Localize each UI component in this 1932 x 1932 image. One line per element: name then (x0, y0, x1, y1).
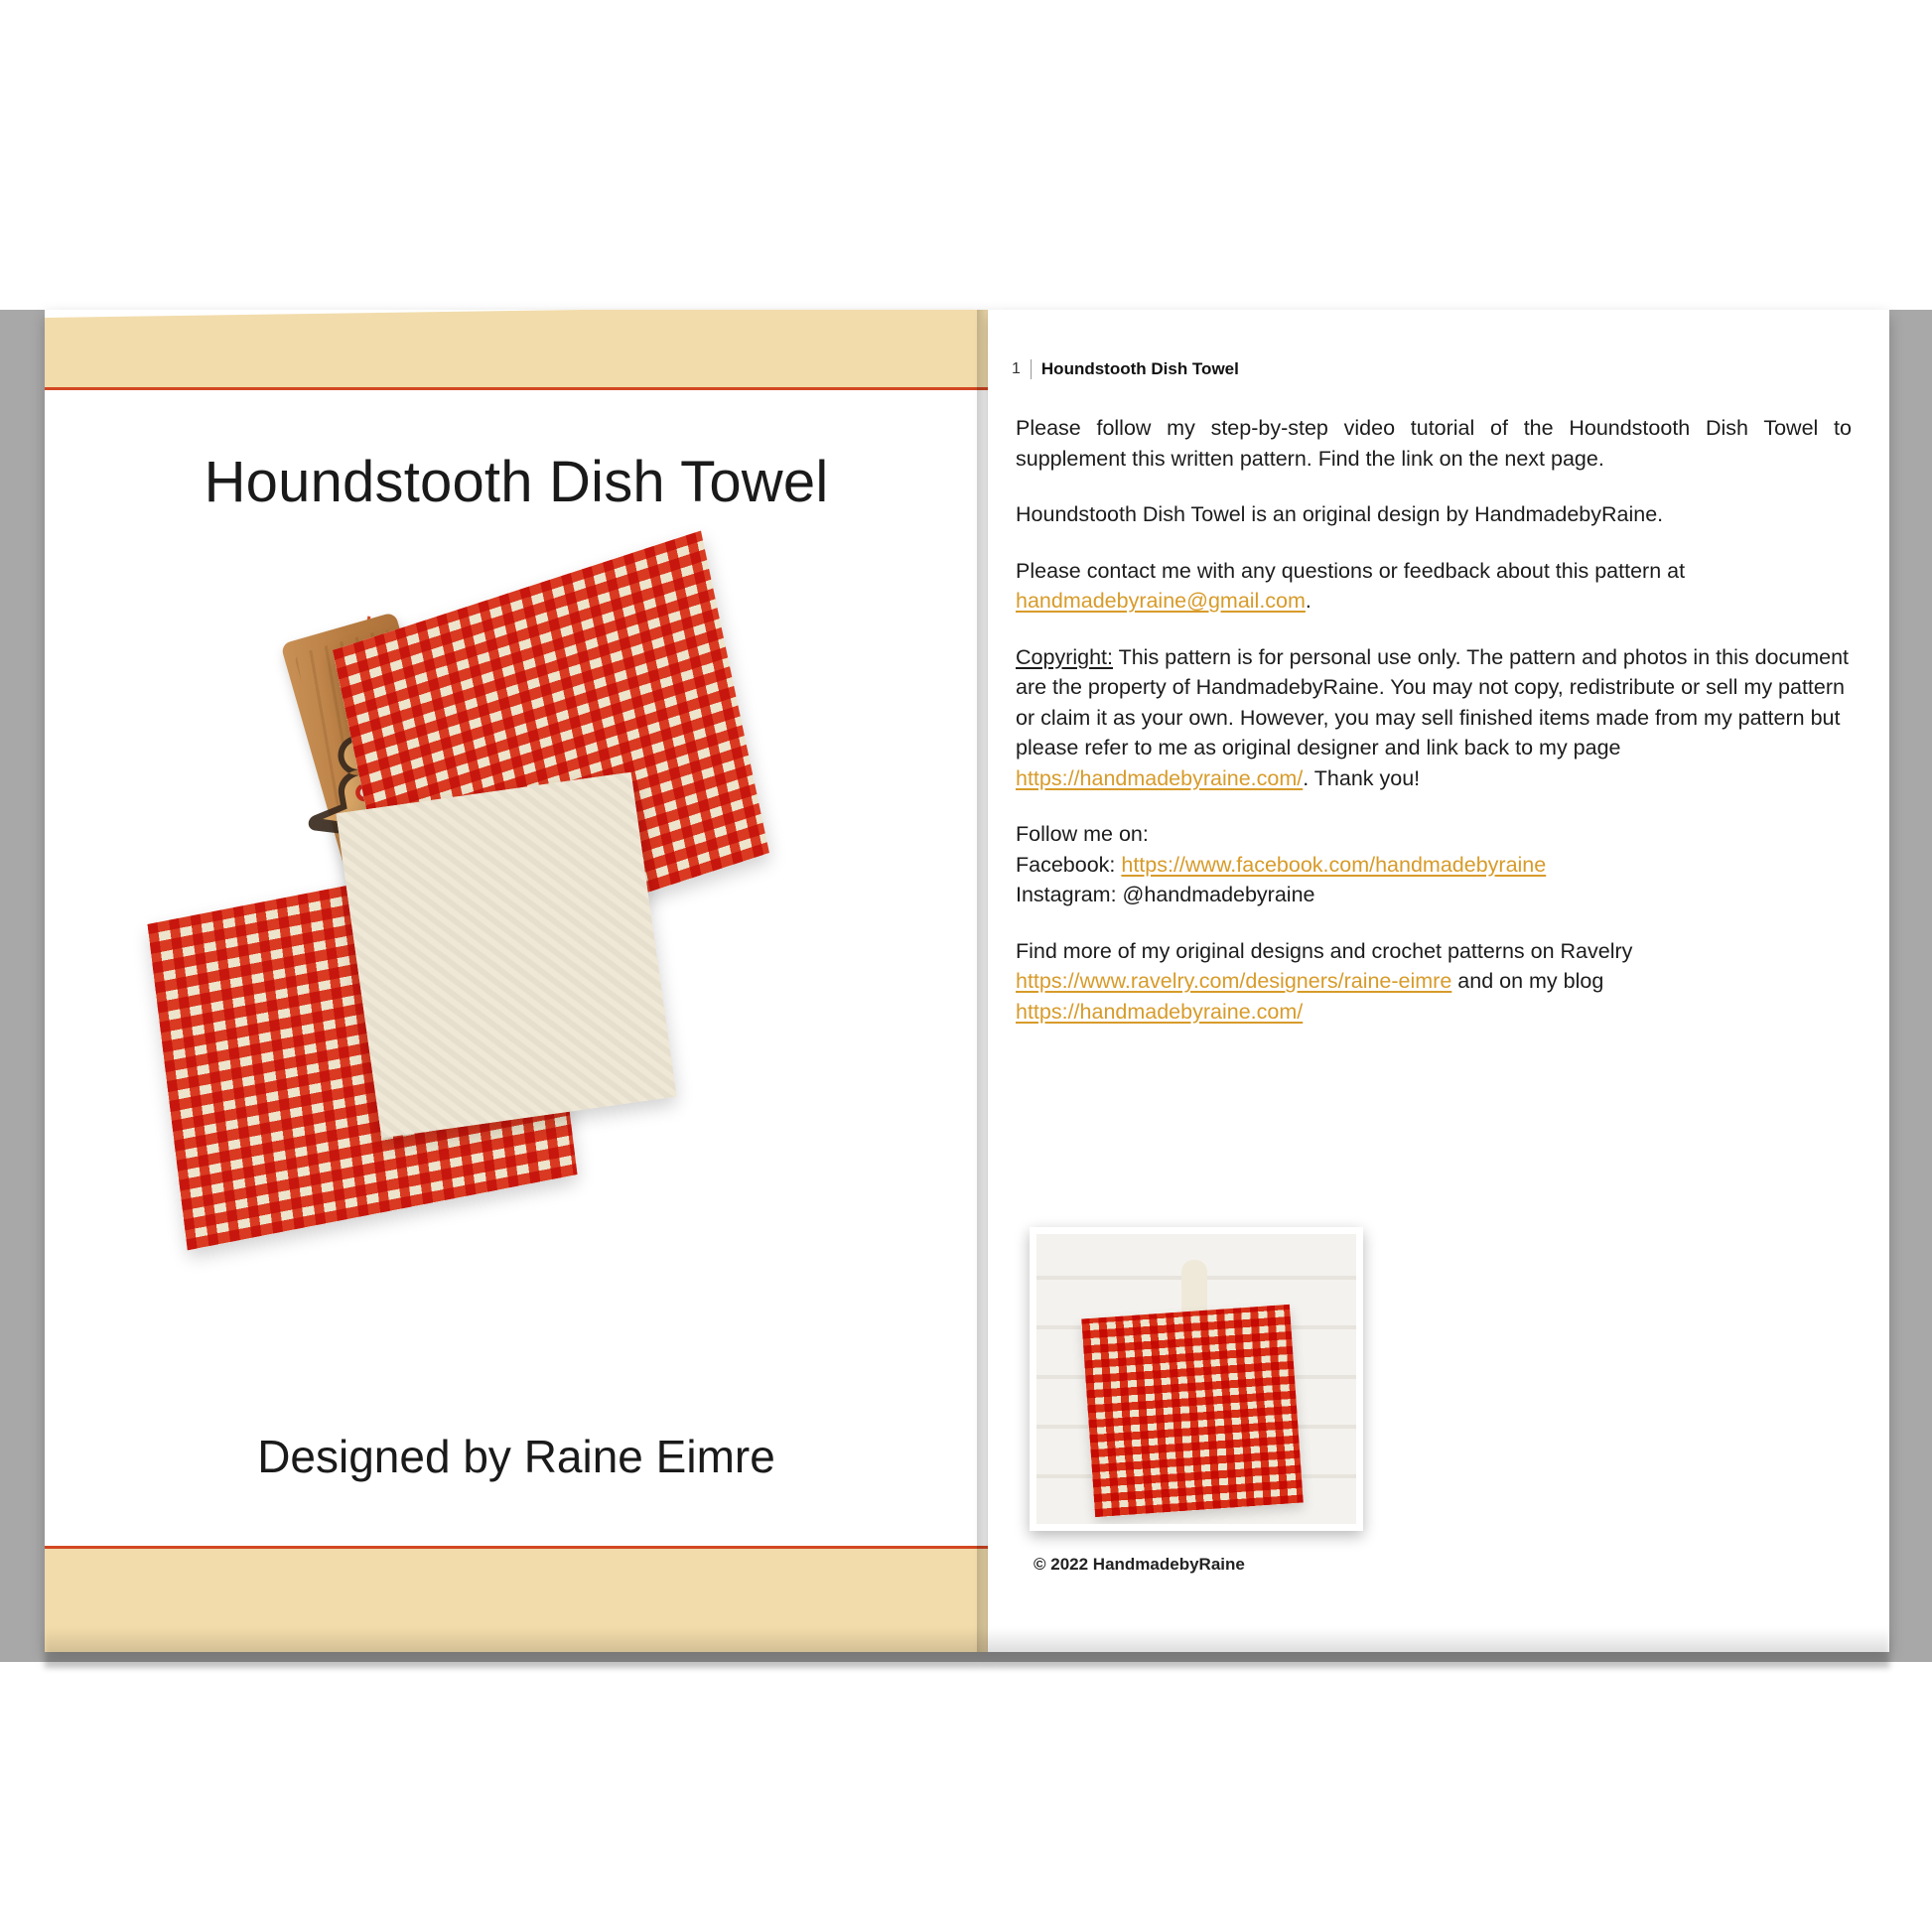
running-title: Houndstooth Dish Towel (1040, 359, 1239, 378)
content-page (988, 310, 1889, 1652)
contact-end-text: . (1305, 589, 1311, 614)
paragraph-copyright (1016, 642, 1852, 794)
follow-label: Follow me on: (1016, 822, 1149, 847)
paragraph-ravelry (1016, 936, 1852, 1028)
instagram-line: Instagram: @handmadebyraine (1016, 883, 1315, 907)
ravelry-lead: Find more of my original designs and crochet patterns on Ravelry (1016, 938, 1633, 963)
paragraph-contact (1016, 556, 1852, 617)
top-white-margin (0, 0, 1932, 310)
bottom-white-margin (0, 1662, 1932, 1932)
cream-texture (336, 772, 676, 1139)
paragraph-follow (1016, 819, 1852, 910)
page-curl-shadow (45, 1628, 1889, 1668)
ravelry-mid: and on my blog (1451, 969, 1604, 994)
copyright-body: This pattern is for personal use only. The pattern and photos in this document are the property of HandmadebyRaine. You may not copy, redistribute or sell my pattern or claim it as your own. However, you may sell finished items made from my pattern but please refer to me as original designer and link back to my page (1016, 644, 1849, 760)
running-header (1012, 359, 1865, 379)
contact-lead-text: Please contact me with any questions or feedback about this pattern at (1016, 558, 1686, 583)
header-divider (1031, 359, 1032, 379)
ravelry-link[interactable]: https://www.ravelry.com/designers/raine-eimre (1016, 969, 1452, 994)
cover-photo (124, 558, 918, 1342)
open-book (18, 310, 1916, 1662)
homepage-link[interactable]: https://handmadebyraine.com/ (1016, 765, 1304, 790)
hanging-towel (1081, 1305, 1303, 1517)
cover-towel-cream (336, 772, 676, 1139)
email-link[interactable]: handmadebyraine@gmail.com (1016, 589, 1306, 614)
page-number: 1 (1012, 360, 1021, 377)
cover-top-band (45, 310, 988, 389)
copyright-thanks: . Thank you! (1303, 765, 1421, 790)
paragraph-intro: Please follow my step-by-step video tutorial of the Houndstooth Dish Towel to supplement this written pattern. Find the link on the next page. (1016, 416, 1852, 471)
blog-link[interactable]: https://handmadebyraine.com/ (1016, 999, 1304, 1024)
houndstooth-texture (1081, 1305, 1303, 1517)
page-footer: © 2022 HandmadebyRaine (1034, 1555, 1245, 1574)
cover-top-rule (45, 387, 988, 390)
copyright-label: Copyright: (1016, 644, 1113, 669)
page-title: Houndstooth Dish Towel (204, 450, 829, 514)
page-body (1012, 413, 1865, 1027)
content-photo (1030, 1227, 1363, 1531)
cover-byline: Designed by Raine Eimre (257, 1431, 775, 1482)
paragraph-original-design: Houndstooth Dish Towel is an original design by HandmadebyRaine. (1016, 502, 1664, 527)
cover-page (45, 310, 988, 1652)
facebook-label: Facebook: (1016, 852, 1122, 877)
facebook-link[interactable]: https://www.facebook.com/handmadebyraine (1121, 852, 1547, 877)
